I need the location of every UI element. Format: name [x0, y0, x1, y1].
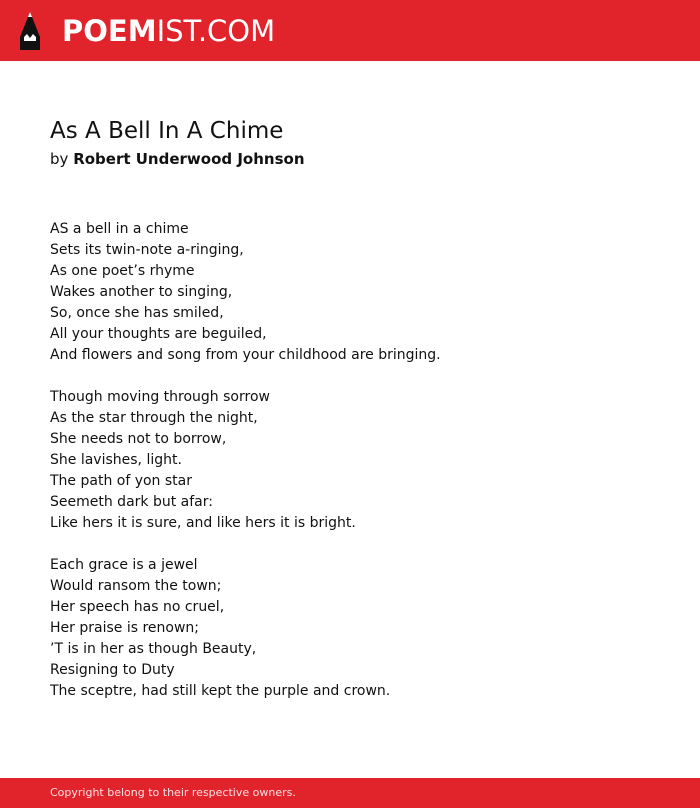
by-label: by	[50, 150, 69, 168]
poem-line: As one poet’s rhyme	[50, 263, 195, 279]
poem-line: All your thoughts are beguiled,	[50, 326, 267, 342]
site-wordmark	[62, 10, 275, 52]
poem-line: AS a bell in a chime	[50, 221, 189, 237]
poem-line: She needs not to borrow,	[50, 431, 227, 447]
site-logo[interactable]	[18, 10, 275, 52]
poem-byline	[50, 148, 305, 170]
poem-line: And flowers and song from your childhood are bringing.	[50, 347, 441, 363]
poem-line: Like hers it is sure, and like hers it is bright.	[50, 515, 356, 531]
poem-line: ’T is in her as though Beauty,	[50, 641, 257, 657]
poem-line: Sets its twin-note a-ringing,	[50, 242, 244, 258]
poem-line: As the star through the night,	[50, 410, 258, 426]
poem-line: Would ransom the town;	[50, 578, 222, 594]
poem-title: As A Bell In A Chime	[50, 118, 284, 144]
wordmark-bold: POEM	[62, 14, 157, 48]
poem-line: Resigning to Duty	[50, 662, 175, 678]
poem-line: Wakes another to singing,	[50, 284, 233, 300]
poem-line: Each grace is a jewel	[50, 557, 198, 573]
poem-line: So, once she has smiled,	[50, 305, 224, 321]
stanza	[50, 387, 670, 534]
poem-line: Her speech has no cruel,	[50, 599, 225, 615]
wordmark-light: IST.COM	[156, 14, 276, 48]
author-name[interactable]: Robert Underwood Johnson	[73, 150, 305, 168]
poem-body	[50, 219, 670, 723]
site-footer	[0, 778, 700, 808]
poem-line: Though moving through sorrow	[50, 389, 270, 405]
poem-line: Her praise is renown;	[50, 620, 199, 636]
copyright-notice: Copyright belong to their respective owners.	[50, 786, 296, 799]
pencil-tip-icon	[18, 11, 42, 51]
poem-line: She lavishes, light.	[50, 452, 182, 468]
stanza	[50, 555, 670, 702]
stanza	[50, 219, 670, 366]
poem-line: The sceptre, had still kept the purple and crown.	[50, 683, 391, 699]
poem-line: The path of yon star	[50, 473, 193, 489]
site-header	[0, 0, 700, 61]
poem-line: Seemeth dark but afar:	[50, 494, 213, 510]
